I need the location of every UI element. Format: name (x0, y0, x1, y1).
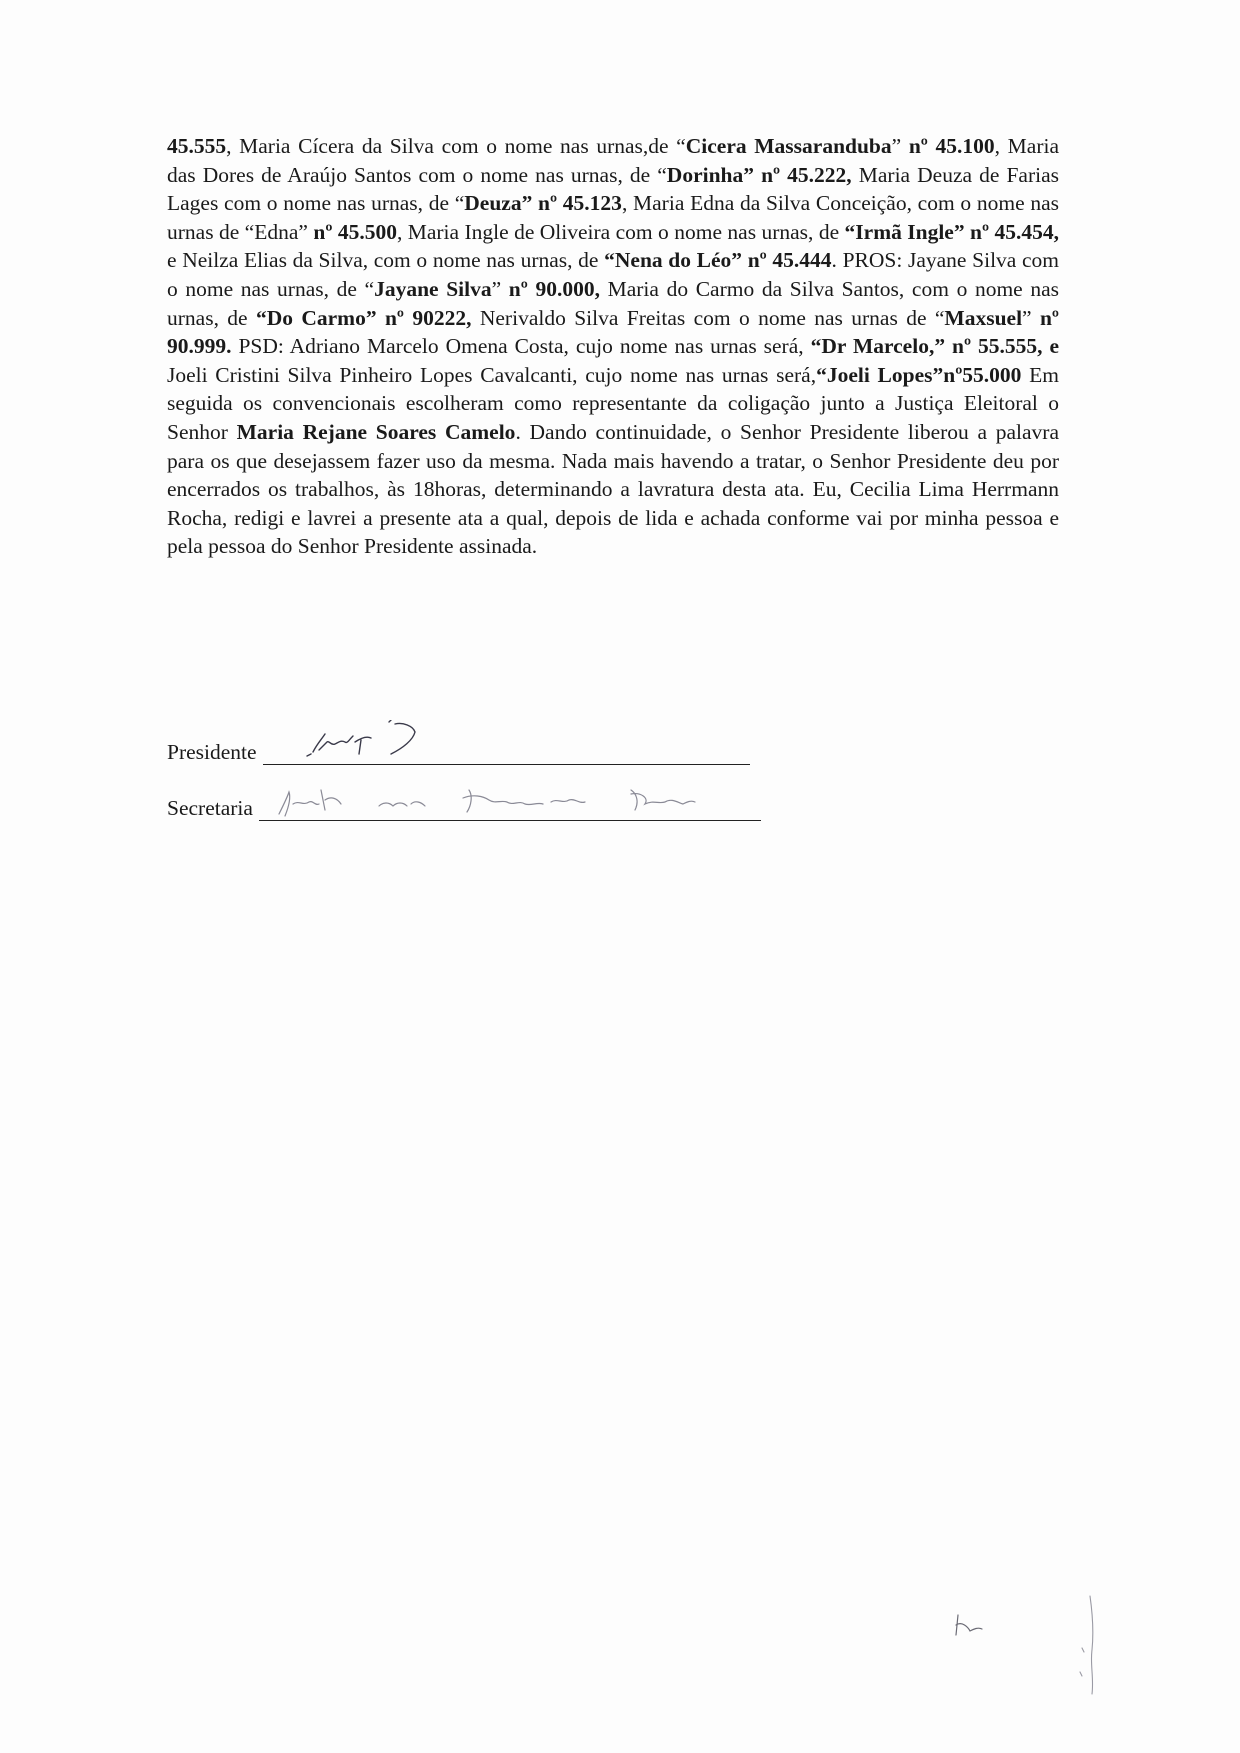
text-segment: e Neilza Elias da Silva, com o nome nas urnas, de (167, 248, 605, 273)
text-segment: , Maria das Dores de Araújo Santos com o nome nas urnas, de “ (167, 134, 1059, 187)
bold-text-segment: Jayane Silva (374, 276, 492, 301)
bold-text-segment: Dorinha” nº 45.222, (666, 162, 852, 187)
bold-text-segment: Maria Rejane Soares Camelo (236, 419, 516, 444)
bold-text-segment: nº 90.999. (167, 305, 1060, 359)
secretary-signature-line (259, 776, 761, 821)
bold-text-segment: nº 90.000, (508, 276, 600, 301)
text-segment: . Dando continuidade, o Senhor Presidente liberou a palavra para os que desejassem fazer uso da mesma. Nada mais havendo a tratar, o Senhor Presidente deu por encerrados os trabalhos, às 18horas, determinando a lavratura desta ata. Eu, Cecilia Lima Herrmann Rocha, redigi e lavrei a presente ata a qual, depois de lida e achada conforme vai por minha pessoa e pela pessoa do Senhor Presidente assinada. (167, 419, 1059, 559)
president-label: Presidente (167, 740, 257, 764)
bold-text-segment: nº 45.100 (908, 134, 995, 158)
minutes-body-text (167, 132, 1059, 561)
bold-text-segment: “Irmã Ingle” nº 45.454, (844, 219, 1059, 244)
margin-scribble-mark (1070, 1590, 1110, 1710)
secretary-handwritten-signature (259, 776, 761, 820)
text-segment: Maria do Carmo da Silva Santos, com o nome nas urnas, de (167, 276, 1059, 330)
text-segment: ” (891, 134, 909, 158)
bold-text-segment: nº 45.500 (313, 219, 397, 244)
text-segment: , Maria Cícera da Silva com o nome nas urnas,de “ (226, 134, 686, 158)
bold-text-segment: “Dr Marcelo,” nº 55.555, e (810, 334, 1059, 359)
bold-text-segment: 45.555 (167, 134, 227, 158)
text-segment: Nerivaldo Silva Freitas com o nome nas urnas de “ (471, 305, 945, 330)
president-signature-line (263, 720, 750, 765)
text-segment: Joeli Cristini Silva Pinheiro Lopes Cavalcanti, cujo nome nas urnas será, (167, 362, 817, 387)
secretary-label: Secretaria (167, 796, 253, 820)
text-segment: ” (1022, 305, 1040, 330)
text-segment: ” (491, 276, 509, 301)
secretary-signature-block (167, 776, 761, 821)
bold-text-segment: “Do Carmo” nº 90222, (255, 305, 472, 330)
text-segment: , Maria Ingle de Oliveira com o nome nas urnas, de (396, 219, 845, 244)
bold-text-segment: “Joeli Lopes”nº55.000 (816, 362, 1022, 387)
text-segment: Maria Deuza de Farias Lages com o nome nas urnas, de “ (167, 162, 1060, 216)
bold-text-segment: Maxsuel (944, 305, 1023, 330)
text-segment: . PROS: Jayane Silva com o nome nas urnas, de “ (167, 248, 1059, 301)
bold-text-segment: “Nena do Léo” nº 45.444 (604, 248, 832, 273)
text-segment: , Maria Edna da Silva Conceição, com o nome nas urnas de “Edna” (167, 191, 1059, 244)
text-segment: PSD: Adriano Marcelo Omena Costa, cujo nome nas urnas será, (231, 334, 811, 359)
text-segment: Em seguida os convencionais escolheram como representante da coligação junto a Justiça Eleitoral o Senhor (167, 362, 1059, 444)
president-signature-block (167, 720, 750, 765)
bold-text-segment: Cicera Massaranduba (685, 134, 892, 158)
initials-mark (940, 1605, 1000, 1645)
bold-text-segment: Deuza” nº 45.123 (464, 191, 622, 216)
president-handwritten-signature (263, 720, 750, 764)
